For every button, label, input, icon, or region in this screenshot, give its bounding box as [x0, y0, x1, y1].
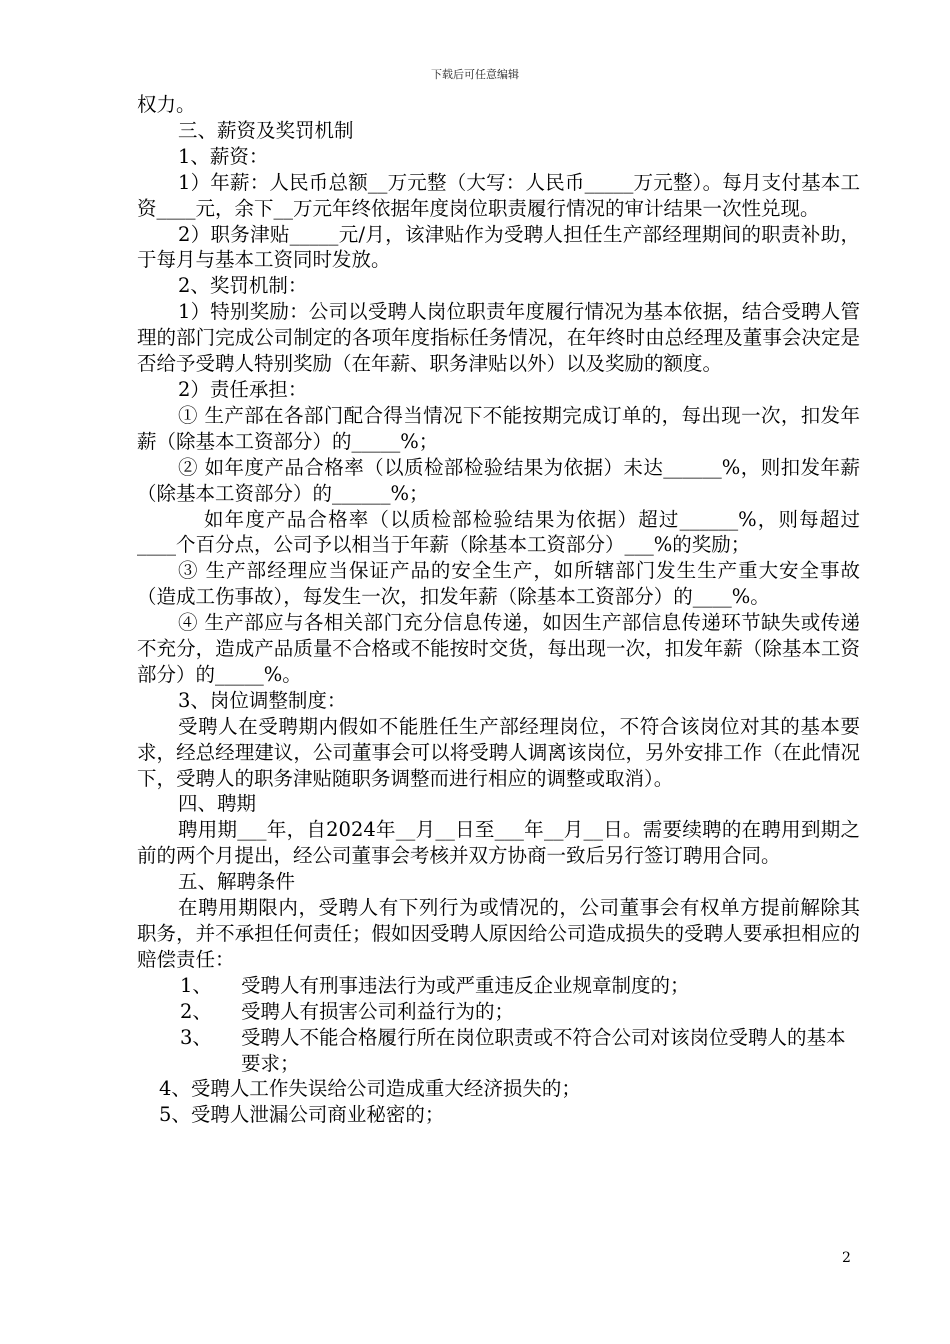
paragraph: ③ 生产部经理应当保证产品的安全生产，如所辖部门发生生产重大安全事故（造成工伤事故），每发生一次，扣发年薪（除基本工资部分）的____%。	[137, 559, 860, 609]
paragraph: 1）特别奖励：公司以受聘人岗位职责年度履行情况为基本依据，结合受聘人管理的部门完成公司制定的各项年度指标任务情况，在年终时由总经理及董事会决定是否给予受聘人特别奖励（在年薪、职务津贴以外）以及奖励的额度。	[137, 300, 860, 376]
paragraph: ② 如年度产品合格率（以质检部检验结果为依据）未达______%，则扣发年薪（除基本工资部分）的______%；	[137, 455, 860, 505]
list-item: 4、受聘人工作失误给公司造成重大经济损失的；	[159, 1077, 581, 1101]
section-heading: 三、薪资及奖罚机制	[178, 118, 354, 142]
section-heading: 四、聘期	[178, 792, 257, 816]
paragraph: ① 生产部在各部门配合得当情况下不能按期完成订单的，每出现一次，扣发年薪（除基本工资部分）的_____%；	[137, 403, 860, 453]
paragraph: 受聘人在受聘期内假如不能胜任生产部经理岗位，不符合该岗位对其的基本要求，经总经理建议，公司董事会可以将受聘人调离该岗位，另外安排工作（在此情况下，受聘人的职务津贴随职务调整而进行相应的调整或取消）。	[137, 714, 860, 790]
paragraph: 如年度产品合格率（以质检部检验结果为依据）超过______%，则每超过____个百分点，公司予以相当于年薪（除基本工资部分）___%的奖励；	[137, 507, 860, 557]
list-item-number: 2、	[180, 999, 212, 1023]
subsection-heading: 1、薪资：	[178, 144, 269, 168]
paragraph: 权力。	[137, 93, 196, 116]
list-item-text: 受聘人有损害公司利益行为的；	[241, 999, 515, 1023]
document-body	[137, 92, 860, 1128]
paragraph: 1）年薪：人民币总额__万元整（大写：人民币_____万元整）。每月支付基本工资____元，余下__万元年终依据年度岗位职责履行情况的审计结果一次性兑现。	[137, 170, 860, 220]
subsection-heading: 2、奖罚机制：	[178, 274, 308, 298]
page-header: 下载后可任意编辑	[431, 68, 519, 81]
subsection-heading: 3、岗位调整制度：	[178, 688, 347, 712]
paragraph: 2）职务津贴_____元/月，该津贴作为受聘人担任生产部经理期间的职责补助，于每月与基本工资同时发放。	[137, 222, 860, 272]
list-item	[137, 999, 860, 1025]
list-item	[137, 973, 860, 999]
list-item	[137, 1025, 860, 1077]
list-item-text: 受聘人不能合格履行所在岗位职责或不符合公司对该岗位受聘人的基本要求；	[241, 1025, 846, 1075]
paragraph: 聘用期___年，自2024年__月__日至___年__月__日。需要续聘的在聘用到期之前的两个月提出，经公司董事会考核并双方协商一致后另行签订聘用合同。	[137, 818, 860, 868]
section-heading: 五、解聘条件	[178, 870, 296, 894]
list-item-number: 3、	[180, 1025, 212, 1049]
list-item-text: 受聘人有刑事违法行为或严重违反企业规章制度的；	[241, 973, 690, 997]
paragraph: 在聘用期限内，受聘人有下列行为或情况的，公司董事会有权单方提前解除其职务，并不承担任何责任；假如因受聘人原因给公司造成损失的受聘人要承担相应的赔偿责任：	[137, 896, 860, 971]
paragraph: 2）责任承担：	[178, 377, 308, 401]
paragraph: ④ 生产部应与各相关部门充分信息传递，如因生产部信息传递环节缺失或传递不充分，造成产品质量不合格或不能按时交货，每出现一次，扣发年薪（除基本工资部分）的_____%。	[137, 611, 860, 686]
page-number: 2	[842, 1250, 851, 1266]
list-item: 5、受聘人泄漏公司商业秘密的；	[159, 1103, 445, 1127]
list-item-number: 1、	[180, 973, 212, 997]
